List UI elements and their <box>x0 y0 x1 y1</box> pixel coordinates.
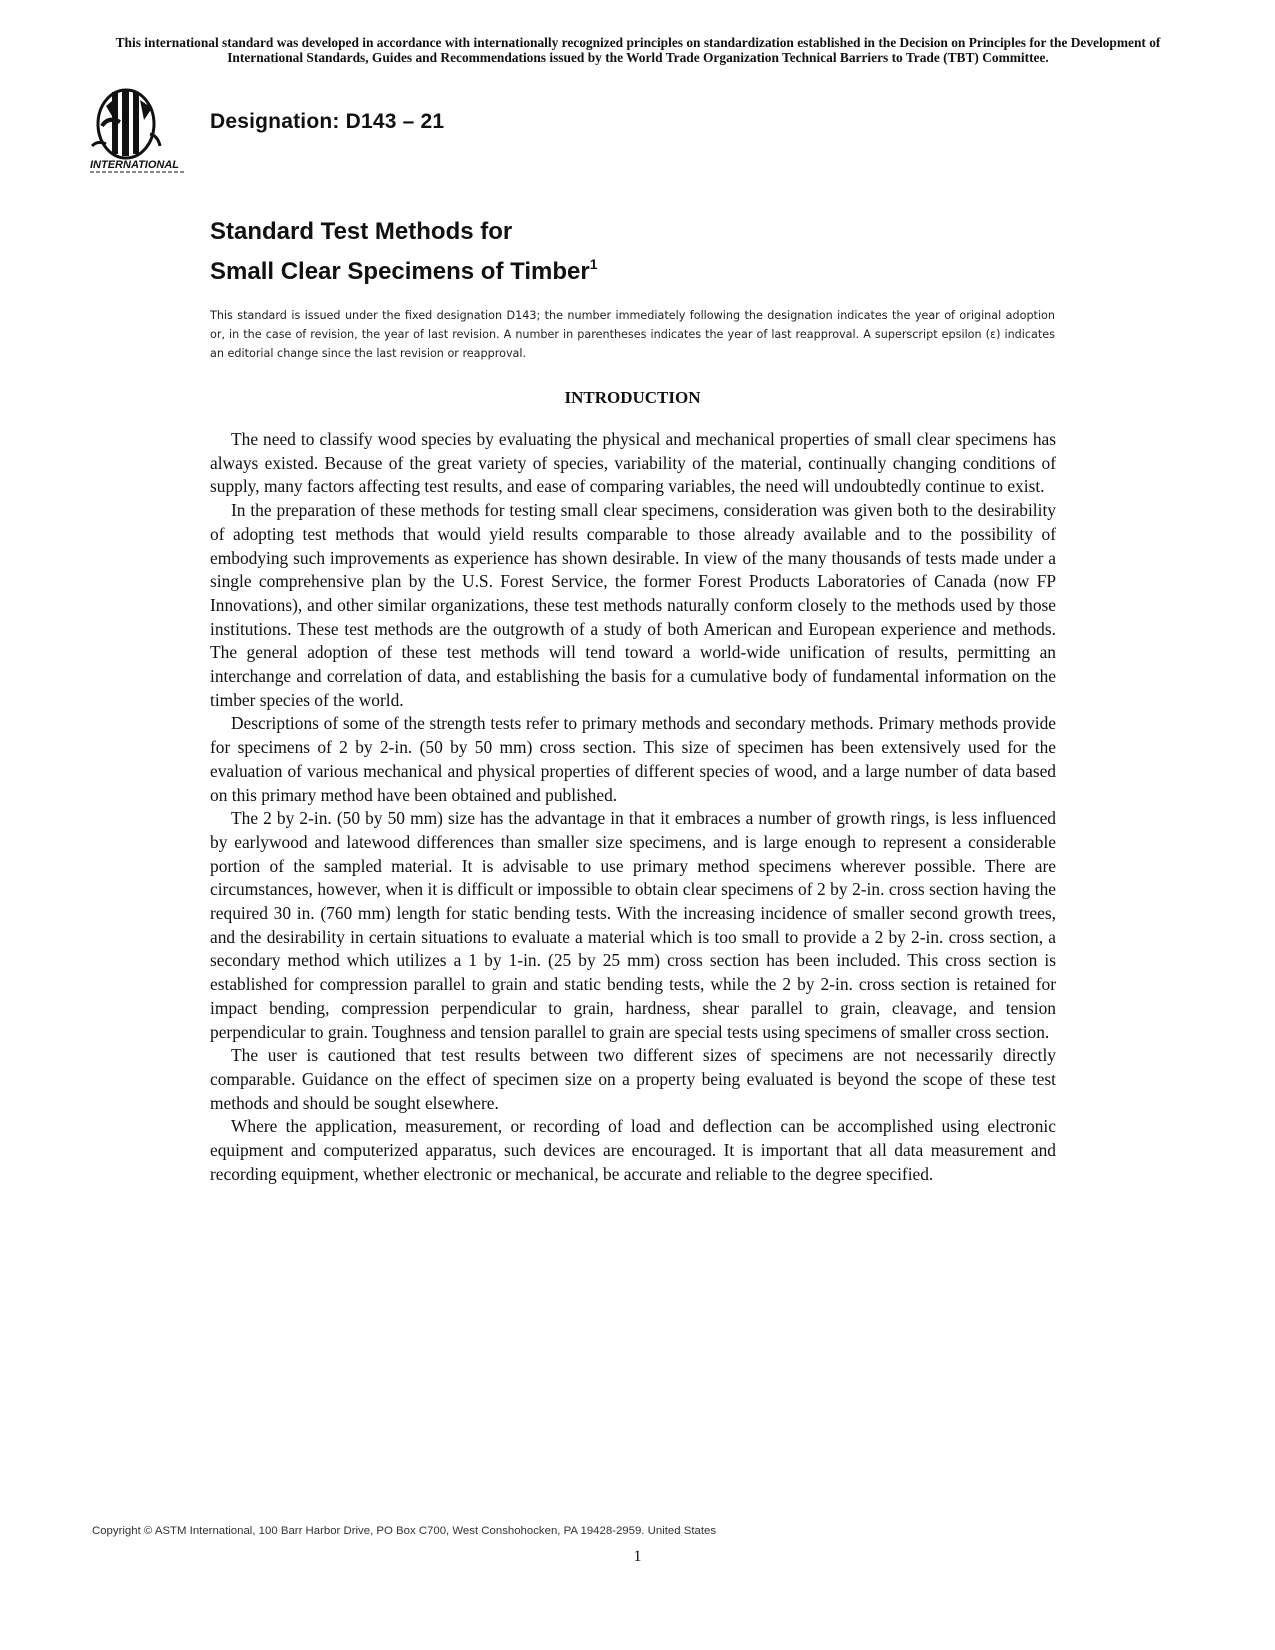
intro-paragraph: The user is cautioned that test results between two different sizes of specimens are not necessarily directly comparable. Guidance on the effect of specimen size on a property being evaluated is beyond the scope of these test methods and should be sought elsewhere. <box>210 1045 1056 1113</box>
intro-paragraph: Where the application, measurement, or recording of load and deflection can be accomplished using electronic equipment and computerized apparatus, such devices are encouraged. It is important that all data measurement and recording equipment, whether electronic or mechanical, be accurate and reliable to the degree specified. <box>210 1116 1056 1184</box>
intro-paragraph: The 2 by 2-in. (50 by 50 mm) size has the advantage in that it embraces a number of growth rings, is less influenced by earlywood and latewood differences than smaller size specimens, and is large enough to represent a considerable portion of the sampled material. It is advisable to use primary method specimens wherever possible. There are circumstances, however, when it is difficult or impossible to obtain clear specimens of 2 by 2-in. cross section having the required 30 in. (760 mm) length for static bending tests. With the increasing incidence of smaller second growth trees, and the desirability in certain situations to evaluate a material which is too small to provide a 2 by 2-in. cross section, a secondary method which utilizes a 1 by 1-in. (25 by 25 mm) cross section has been included. This cross section is established for compression parallel to grain and static bending tests, while the 2 by 2-in. cross section is retained for impact bending, compression perpendicular to grain, hardness, shear parallel to grain, cleavage, and tension perpendicular to grain. Toughness and tension parallel to grain are special tests using specimens of smaller cross section. <box>210 808 1056 1042</box>
copyright-footer: Copyright © ASTM International, 100 Barr Harbor Drive, PO Box C700, West Conshohocken, PA 19428-2959. United States <box>92 1525 717 1537</box>
document-title <box>210 216 598 288</box>
designation: Designation: D143 – 21 <box>210 110 445 133</box>
page-number: 1 <box>633 1548 642 1565</box>
title-line-1: Standard Test Methods for <box>210 218 513 245</box>
intro-paragraph: In the preparation of these methods for testing small clear specimens, consideration was given both to the desirability of adopting test methods that would yield results comparable to those already available and to the possibility of embodying such improvements as experience has shown desirable. In view of the many thousands of tests made under a single comprehensive plan by the U.S. Forest Service, the former Forest Products Laboratories of Canada (now FP Innovations), and other similar organizations, these test methods naturally conform closely to the methods used by those institutions. These test methods are the outgrowth of a study of both American and European experience and methods. The general adoption of these test methods will tend toward a world-wide unification of results, permitting an interchange and correlation of data, and establishing the basis for a cumulative body of fundamental information on the timber species of the world. <box>210 500 1056 710</box>
introduction-heading: INTRODUCTION <box>564 388 701 407</box>
intro-paragraph: The need to classify wood species by evaluating the physical and mechanical properties of small clear specimens has always existed. Because of the great variety of species, variability of the material, continually changing conditions of supply, many factors affecting test results, and ease of comparing variables, the need will undoubtedly continue to exist. <box>210 429 1056 497</box>
title-footnote-mark: 1 <box>589 256 598 272</box>
title-line-2 <box>210 248 598 288</box>
logo-text: INTERNATIONAL <box>90 159 180 171</box>
introduction-body <box>210 428 1056 1187</box>
astm-international-logo <box>88 86 200 176</box>
astm-logo-graphic <box>88 86 200 176</box>
issued-note: This standard is issued under the fixed designation D143; the number immediately following the designation indicates the year of original adoption or, in the case of revision, the year of last revision. A number in parentheses indicates the year of last reapproval. A superscript epsilon (ε) indicates an editorial change since the last revision or reapproval. <box>210 309 1055 360</box>
intro-paragraph: Descriptions of some of the strength tests refer to primary methods and secondary methods. Primary methods provide for specimens of 2 by 2-in. (50 by 50 mm) cross section. This size of specimen has been extensively used for the evaluation of various mechanical and physical properties of different species of wood, and a large number of data based on this primary method have been obtained and published. <box>210 713 1056 805</box>
title-line-2-text: Small Clear Specimens of Timber <box>210 258 590 285</box>
wto-tbt-notice: This international standard was developed in accordance with internationally recognized principles on standardization established in the Decision on Principles for the Development of International Standards, Guides and Recommendations issued by the World Trade Organization Technical Barriers to Trade (TBT) Committee. <box>115 35 1161 65</box>
